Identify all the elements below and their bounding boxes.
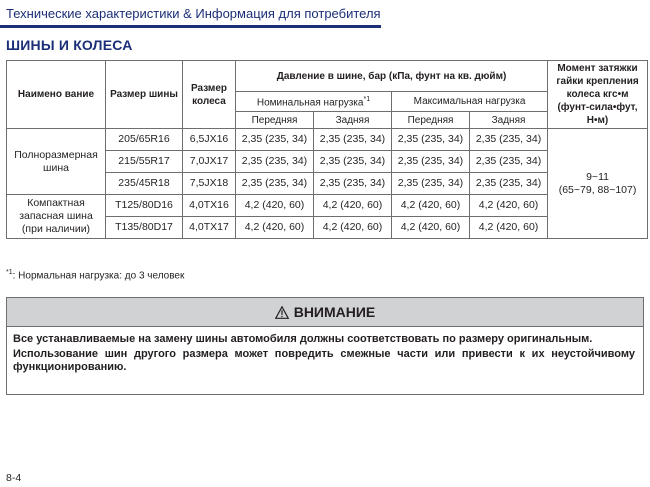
- warning-triangle-icon: [275, 306, 289, 319]
- cell-max-front: 2,35 (235, 34): [392, 151, 470, 173]
- table-row: [7, 129, 648, 151]
- cell-nom-rear: 4,2 (420, 60): [314, 195, 392, 217]
- footnote-text: : Нормальная нагрузка: до 3 человек: [12, 270, 185, 282]
- warning-paragraph: Использование шин другого размера может повредить смежные части или привести к их неустойчивому функционированию.: [13, 348, 635, 373]
- torque-sub: (65~79, 88~107): [558, 183, 637, 196]
- header-wheel-size: Размер колеса: [183, 61, 236, 129]
- cell-torque: [548, 129, 648, 239]
- section-title: ШИНЫ И КОЛЕСА: [6, 37, 133, 53]
- warning-header: [7, 298, 643, 327]
- page-number: 8-4: [6, 472, 22, 484]
- nominal-load-mark: *1: [363, 96, 371, 104]
- warning-title: ВНИМАНИЕ: [293, 304, 376, 320]
- cell-nom-front: 2,35 (235, 34): [236, 129, 314, 151]
- cell-max-rear: 4,2 (420, 60): [470, 195, 548, 217]
- cell-max-front: 4,2 (420, 60): [392, 217, 470, 239]
- header-front-nominal: Передняя: [236, 112, 314, 129]
- cell-max-front: 2,35 (235, 34): [392, 129, 470, 151]
- header-item: Наимено вание: [7, 61, 106, 129]
- cell-tire: 215/55R17: [106, 151, 183, 173]
- cell-max-rear: 2,35 (235, 34): [470, 151, 548, 173]
- header-max-load: Максимальная нагрузка: [392, 92, 548, 112]
- group-compact-spare: Компактная запасная шина (при наличии): [7, 195, 106, 239]
- group-full-size: Полноразмерная шина: [7, 129, 106, 195]
- cell-nom-rear: 4,2 (420, 60): [314, 217, 392, 239]
- page-header: [0, 0, 650, 28]
- cell-tire: 205/65R16: [106, 129, 183, 151]
- header-torque: Момент затяжки гайки крепления колеса кгс•м (фунт-сила•фут, Н•м): [548, 61, 648, 129]
- header-front-max: Передняя: [392, 112, 470, 129]
- cell-nom-front: 4,2 (420, 60): [236, 217, 314, 239]
- cell-wheel: 6,5JX16: [183, 129, 236, 151]
- cell-nom-front: 2,35 (235, 34): [236, 151, 314, 173]
- cell-wheel: 4,0TX17: [183, 217, 236, 239]
- header-rear-max: Задняя: [470, 112, 548, 129]
- header-title: Технические характеристики & Информация для потребителя: [6, 6, 381, 21]
- warning-paragraph: Все устанавливаемые на замену шины автомобиля должны соответствовать по размеру оригинальным.: [13, 333, 593, 345]
- footnote-mark: *1: [6, 269, 13, 276]
- cell-nom-front: 2,35 (235, 34): [236, 173, 314, 195]
- header-pressure: Давление в шине, бар (кПа, фунт на кв. дюйм): [236, 61, 548, 92]
- header-rear-nominal: Задняя: [314, 112, 392, 129]
- cell-max-rear: 4,2 (420, 60): [470, 217, 548, 239]
- cell-nom-rear: 2,35 (235, 34): [314, 151, 392, 173]
- cell-wheel: 4,0TX16: [183, 195, 236, 217]
- warning-box: [6, 297, 644, 395]
- cell-max-rear: 2,35 (235, 34): [470, 173, 548, 195]
- cell-tire: T135/80D17: [106, 217, 183, 239]
- footnote: [6, 269, 184, 281]
- header-tire-size: Размер шины: [106, 61, 183, 129]
- cell-wheel: 7,0JX17: [183, 151, 236, 173]
- cell-nom-front: 4,2 (420, 60): [236, 195, 314, 217]
- header-nominal-load: [236, 92, 392, 112]
- cell-tire: 235/45R18: [106, 173, 183, 195]
- cell-wheel: 7,5JX18: [183, 173, 236, 195]
- cell-max-rear: 2,35 (235, 34): [470, 129, 548, 151]
- warning-body: [7, 327, 643, 374]
- torque-value: 9~11: [586, 170, 609, 183]
- nominal-load-label: Номинальная нагрузка: [256, 97, 364, 109]
- cell-max-front: 4,2 (420, 60): [392, 195, 470, 217]
- tire-spec-table: [6, 60, 648, 239]
- cell-nom-rear: 2,35 (235, 34): [314, 173, 392, 195]
- cell-nom-rear: 2,35 (235, 34): [314, 129, 392, 151]
- cell-tire: T125/80D16: [106, 195, 183, 217]
- cell-max-front: 2,35 (235, 34): [392, 173, 470, 195]
- header-rule: [0, 25, 381, 28]
